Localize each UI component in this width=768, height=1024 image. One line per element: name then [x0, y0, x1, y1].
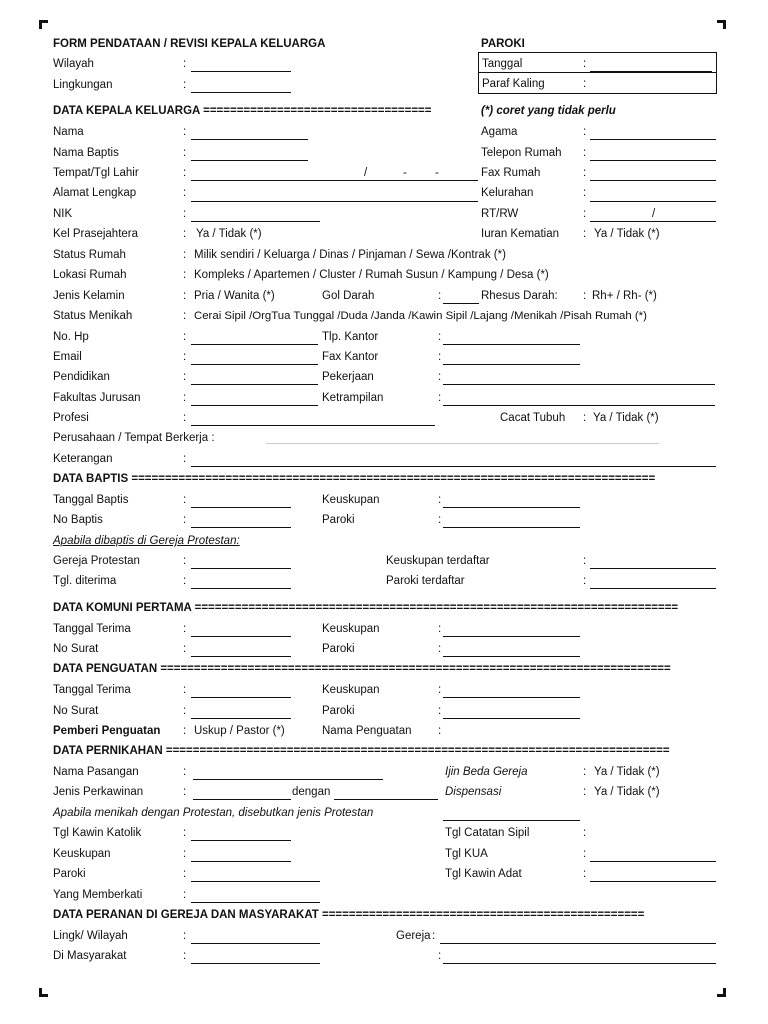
baptis-keuskupan-field[interactable]: [443, 507, 580, 508]
colon: :: [183, 453, 187, 465]
colon: :: [183, 58, 187, 70]
penguatan-keuskupan-field[interactable]: [443, 697, 580, 698]
profesi-field[interactable]: [191, 425, 435, 426]
keterangan-field[interactable]: [191, 466, 716, 467]
colon: :: [183, 228, 187, 240]
komuni-paroki-field[interactable]: [443, 656, 580, 657]
colon: :: [183, 643, 187, 655]
keuskupan-terdaftar-label: Keuskupan terdaftar: [386, 555, 490, 567]
tgl-kua-field[interactable]: [590, 861, 716, 862]
yang-memberkati-field[interactable]: [191, 902, 320, 903]
penguatan-no-surat-field[interactable]: [191, 718, 291, 719]
komuni-tanggal-field[interactable]: [191, 636, 291, 637]
menikah-protestan-note: Apabila menikah dengan Protestan, disebutkan jenis Protestan: [53, 807, 374, 819]
date-separator: /: [364, 167, 368, 179]
baptis-keuskupan-label: Keuskupan: [322, 494, 380, 506]
fakultas-label: Fakultas Jurusan: [53, 392, 141, 404]
colon: :: [183, 868, 187, 880]
gereja-label: Gereja: [396, 930, 431, 942]
colon: :: [183, 930, 187, 942]
rhesus-label: Rhesus Darah:: [481, 290, 558, 302]
nama-field[interactable]: [191, 139, 308, 140]
keuskupan-terdaftar-field[interactable]: [590, 568, 716, 569]
status-menikah-label: Status Menikah: [53, 310, 133, 322]
iuran-kematian-label: Iuran Kematian: [481, 228, 559, 240]
colon: :: [583, 827, 587, 839]
yang-memberkati-label: Yang Memberkati: [53, 889, 143, 901]
colon: :: [438, 331, 442, 343]
date-separator: -: [435, 167, 439, 179]
colon: :: [583, 555, 587, 567]
cacat-tubuh-options[interactable]: Ya / Tidak (*): [593, 412, 659, 424]
dengan-label: dengan: [292, 786, 331, 798]
tgl-kawin-katolik-field[interactable]: [191, 840, 291, 841]
colon: :: [183, 623, 187, 635]
jenis-kelamin-label: Jenis Kelamin: [53, 290, 125, 302]
status-menikah-options[interactable]: Cerai Sipil /OrgTua Tunggal /Duda /Janda /Kawin Sipil /Lajang /Menikah /Pisah Rumah (*): [194, 310, 647, 322]
colon: :: [183, 494, 187, 506]
colon: :: [583, 290, 587, 302]
tgl-kawin-adat-field[interactable]: [590, 881, 716, 882]
komuni-no-surat-field[interactable]: [191, 656, 291, 657]
corner-mark-bottom-left: [39, 988, 48, 997]
pernikahan-keuskupan-field[interactable]: [191, 861, 291, 862]
fax-kantor-field[interactable]: [443, 364, 580, 365]
section-heading-penguatan: DATA PENGUATAN ============================================================================: [53, 663, 671, 675]
penguatan-no-surat-label: No Surat: [53, 705, 99, 717]
colon: :: [438, 643, 442, 655]
colon: :: [438, 351, 442, 363]
colon: :: [583, 766, 587, 778]
agama-field[interactable]: [590, 139, 716, 140]
wilayah-label: Wilayah: [53, 58, 94, 70]
colon: :: [183, 705, 187, 717]
pernikahan-paroki-field[interactable]: [191, 881, 320, 882]
colon: :: [583, 575, 587, 587]
corner-mark-top-right: [717, 20, 726, 29]
penguatan-tanggal-label: Tanggal Terima: [53, 684, 131, 696]
colon: :: [183, 208, 187, 220]
pekerjaan-field[interactable]: [443, 384, 715, 385]
pernikahan-paroki-label: Paroki: [53, 868, 86, 880]
komuni-tanggal-label: Tanggal Terima: [53, 623, 131, 635]
nama-baptis-label: Nama Baptis: [53, 147, 119, 159]
dispensasi-options[interactable]: Ya / Tidak (*): [594, 786, 660, 798]
cacat-tubuh-label: Cacat Tubuh: [500, 412, 566, 424]
lokasi-rumah-options[interactable]: Kompleks / Apartemen / Cluster / Rumah Susun / Kampung / Desa (*): [194, 269, 549, 281]
perusahaan-field[interactable]: [266, 443, 659, 444]
gereja-protestan-label: Gereja Protestan: [53, 555, 140, 567]
ketrampilan-label: Ketrampilan: [322, 392, 384, 404]
nama-penguatan-label: Nama Penguatan: [322, 725, 412, 737]
komuni-keuskupan-label: Keuskupan: [322, 623, 380, 635]
colon: :: [438, 950, 442, 962]
baptis-paroki-label: Paroki: [322, 514, 355, 526]
komuni-paroki-label: Paroki: [322, 643, 355, 655]
no-baptis-field[interactable]: [191, 527, 291, 528]
komuni-no-surat-label: No Surat: [53, 643, 99, 655]
wilayah-field[interactable]: [191, 71, 291, 72]
ijin-beda-gereja-options[interactable]: Ya / Tidak (*): [594, 766, 660, 778]
colon: :: [583, 187, 587, 199]
colon: :: [183, 555, 187, 567]
iuran-kematian-options[interactable]: Ya / Tidak (*): [594, 228, 660, 240]
tgl-kawin-katolik-label: Tgl Kawin Katolik: [53, 827, 142, 839]
penguatan-keuskupan-label: Keuskupan: [322, 684, 380, 696]
gereja-protestan-field[interactable]: [191, 568, 291, 569]
colon: :: [438, 392, 442, 404]
pekerjaan-label: Pekerjaan: [322, 371, 374, 383]
paraf-kaling-label: Paraf Kaling: [482, 78, 545, 90]
rt-rw-field[interactable]: [590, 221, 716, 222]
colon: :: [183, 126, 187, 138]
ketrampilan-field[interactable]: [443, 405, 715, 406]
colon: :: [438, 371, 442, 383]
tgl-kawin-adat-label: Tgl Kawin Adat: [445, 868, 522, 880]
di-masyarakat-field[interactable]: [191, 963, 320, 964]
colon: :: [183, 371, 187, 383]
colon: :: [432, 930, 436, 942]
section-heading-komuni: DATA KOMUNI PERTAMA ========================================================================: [53, 602, 679, 614]
status-rumah-label: Status Rumah: [53, 249, 126, 261]
perusahaan-label: Perusahaan / Tempat Berkerja :: [53, 432, 215, 444]
colon: :: [183, 331, 187, 343]
lingk-wilayah-field[interactable]: [191, 943, 320, 944]
paroki-box-divider: [478, 72, 716, 73]
pemberi-penguatan-label: Pemberi Penguatan: [53, 725, 161, 737]
penguatan-paroki-label: Paroki: [322, 705, 355, 717]
section-heading-baptis: DATA BAPTIS ==============================================================================: [53, 473, 656, 485]
colon: :: [583, 147, 587, 159]
nama-baptis-field[interactable]: [191, 160, 308, 161]
alamat-label: Alamat Lengkap: [53, 187, 137, 199]
pemberi-penguatan-options[interactable]: Uskup / Pastor (*): [194, 725, 285, 737]
fax-kantor-label: Fax Kantor: [322, 351, 379, 363]
colon: :: [183, 392, 187, 404]
di-masyarakat-field-2[interactable]: [443, 963, 716, 964]
colon: :: [438, 514, 442, 526]
colon: :: [583, 208, 587, 220]
colon: :: [183, 310, 187, 322]
baptis-paroki-field[interactable]: [443, 527, 580, 528]
tgl-catatan-sipil-label: Tgl Catatan Sipil: [445, 827, 530, 839]
colon: :: [183, 684, 187, 696]
status-rumah-options[interactable]: Milik sendiri / Keluarga / Dinas / Pinjaman / Sewa /Kontrak (*): [194, 249, 506, 261]
rt-rw-label: RT/RW: [481, 208, 519, 220]
di-masyarakat-label: Di Masyarakat: [53, 950, 127, 962]
lingkungan-label: Lingkungan: [53, 79, 113, 91]
agama-label: Agama: [481, 126, 518, 138]
nama-pasangan-field[interactable]: [193, 779, 383, 780]
colon: :: [183, 889, 187, 901]
telepon-rumah-label: Telepon Rumah: [481, 147, 562, 159]
komuni-keuskupan-field[interactable]: [443, 636, 580, 637]
pendidikan-field[interactable]: [191, 384, 318, 385]
jenis-perkawinan-label: Jenis Perkawinan: [53, 786, 144, 798]
colon: :: [583, 126, 587, 138]
colon: :: [183, 514, 187, 526]
colon: :: [583, 412, 587, 424]
colon: :: [183, 766, 187, 778]
nik-field[interactable]: [191, 221, 320, 222]
ijin-beda-gereja-label: Ijin Beda Gereja: [445, 766, 528, 778]
colon: :: [583, 167, 587, 179]
rhesus-options[interactable]: Rh+ / Rh- (*): [592, 290, 657, 302]
colon: :: [183, 848, 187, 860]
lingkungan-field[interactable]: [191, 92, 291, 93]
colon: :: [183, 167, 187, 179]
telepon-rumah-field[interactable]: [590, 160, 716, 161]
tempat-tgl-lahir-label: Tempat/Tgl Lahir: [53, 167, 139, 179]
tgl-diterima-field[interactable]: [191, 588, 291, 589]
tlp-kantor-field[interactable]: [443, 344, 580, 345]
gol-darah-label: Gol Darah: [322, 290, 375, 302]
colon: :: [183, 950, 187, 962]
kelurahan-field[interactable]: [590, 201, 716, 202]
tgl-diterima-label: Tgl. diterima: [53, 575, 117, 587]
jenis-protestan-field[interactable]: [443, 820, 580, 821]
jenis-perkawinan-field-1[interactable]: [193, 799, 291, 800]
paroki-terdaftar-field[interactable]: [590, 588, 716, 589]
colon: :: [583, 228, 587, 240]
tempat-tgl-lahir-field[interactable]: [191, 180, 478, 181]
colon: :: [183, 79, 187, 91]
lokasi-rumah-label: Lokasi Rumah: [53, 269, 127, 281]
gereja-field[interactable]: [440, 943, 716, 944]
no-baptis-label: No Baptis: [53, 514, 103, 526]
tanggal-field[interactable]: [590, 71, 712, 72]
corner-mark-top-left: [39, 20, 48, 29]
nama-pasangan-label: Nama Pasangan: [53, 766, 139, 778]
colon: :: [183, 269, 187, 281]
fax-rumah-field[interactable]: [590, 180, 716, 181]
dispensasi-label: Dispensasi: [445, 786, 502, 798]
paroki-terdaftar-label: Paroki terdaftar: [386, 575, 465, 587]
corner-mark-bottom-right: [717, 988, 726, 997]
colon: :: [438, 494, 442, 506]
colon: :: [438, 290, 442, 302]
colon: :: [183, 412, 187, 424]
colon: :: [183, 575, 187, 587]
colon: :: [183, 187, 187, 199]
colon: :: [183, 725, 187, 737]
paroki-heading: PAROKI: [481, 38, 525, 50]
colon: :: [583, 786, 587, 798]
colon: :: [583, 848, 587, 860]
section-heading-kepala-keluarga: DATA KEPALA KELUARGA ==================================: [53, 105, 432, 117]
pendidikan-label: Pendidikan: [53, 371, 110, 383]
colon: :: [438, 684, 442, 696]
tanggal-label: Tanggal: [482, 58, 523, 70]
form-title: FORM PENDATAAN / REVISI KEPALA KELUARGA: [53, 38, 326, 50]
pernikahan-keuskupan-label: Keuskupan: [53, 848, 111, 860]
colon: :: [183, 290, 187, 302]
keterangan-label: Keterangan: [53, 453, 113, 465]
lingk-wilayah-label: Lingk/ Wilayah: [53, 930, 128, 942]
jenis-kelamin-options[interactable]: Pria / Wanita (*): [194, 290, 275, 302]
alamat-field[interactable]: [191, 201, 478, 202]
tanggal-baptis-label: Tanggal Baptis: [53, 494, 129, 506]
email-field[interactable]: [191, 364, 318, 365]
kelurahan-label: Kelurahan: [481, 187, 534, 199]
jenis-perkawinan-field-2[interactable]: [334, 799, 438, 800]
colon: :: [583, 78, 587, 90]
section-heading-pernikahan: DATA PERNIKAHAN ===========================================================================: [53, 745, 670, 757]
colon: :: [183, 351, 187, 363]
prasejahtera-options[interactable]: Ya / Tidak (*): [196, 228, 262, 240]
profesi-label: Profesi: [53, 412, 89, 424]
section-heading-peranan: DATA PERANAN DI GEREJA DAN MASYARAKAT ================================================: [53, 909, 645, 921]
penguatan-paroki-field[interactable]: [443, 718, 580, 719]
tanggal-baptis-field[interactable]: [191, 507, 291, 508]
colon: :: [438, 725, 442, 737]
colon: :: [583, 58, 587, 70]
prasejahtera-label: Kel Prasejahtera: [53, 228, 139, 240]
strike-note: (*) coret yang tidak perlu: [481, 105, 616, 117]
nik-label: NIK: [53, 208, 73, 220]
tlp-kantor-label: Tlp. Kantor: [322, 331, 379, 343]
colon: :: [438, 623, 442, 635]
hp-label: No. Hp: [53, 331, 89, 343]
colon: :: [583, 868, 587, 880]
fakultas-field[interactable]: [191, 405, 318, 406]
email-label: Email: [53, 351, 82, 363]
gol-darah-field[interactable]: [443, 303, 479, 304]
colon: :: [183, 786, 187, 798]
tgl-kua-label: Tgl KUA: [445, 848, 488, 860]
colon: :: [183, 827, 187, 839]
baptis-protestan-note: Apabila dibaptis di Gereja Protestan:: [53, 535, 240, 547]
fax-rumah-label: Fax Rumah: [481, 167, 541, 179]
rt-rw-separator: /: [652, 208, 656, 220]
colon: :: [183, 147, 187, 159]
nama-label: Nama: [53, 126, 84, 138]
hp-field[interactable]: [191, 344, 318, 345]
penguatan-tanggal-field[interactable]: [191, 697, 291, 698]
colon: :: [438, 705, 442, 717]
date-separator: -: [403, 167, 407, 179]
colon: :: [183, 249, 187, 261]
